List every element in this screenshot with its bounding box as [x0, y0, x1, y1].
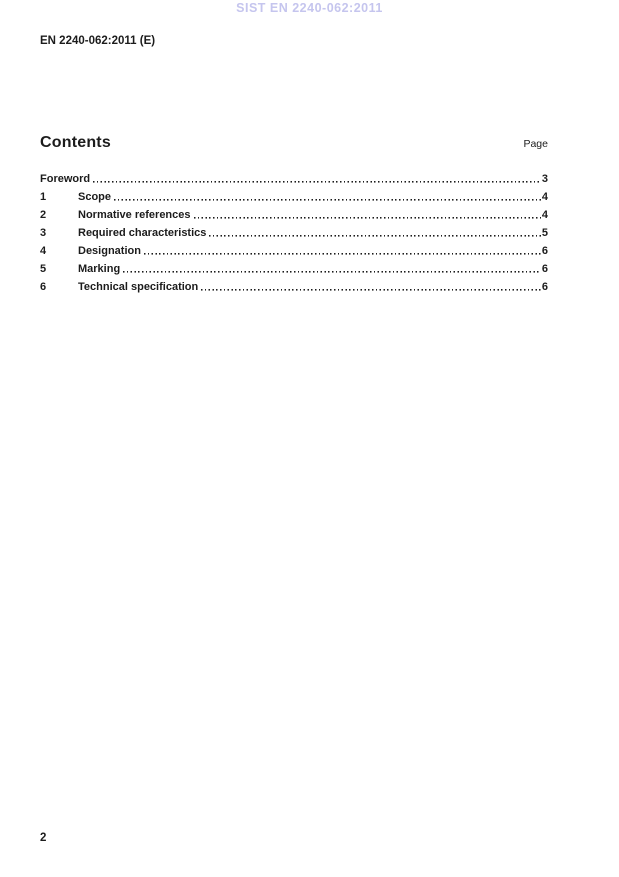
document-reference: EN 2240-062:2011 (E) [40, 35, 156, 47]
toc-entry-foreword[interactable] [40, 168, 548, 186]
dotted-leader [144, 253, 541, 255]
toc-entry-number: 5 [40, 263, 47, 275]
toc-entry-number: 3 [40, 227, 47, 239]
toc-entry-normative-references[interactable] [40, 204, 548, 222]
toc-entry-title: Required characteristics [78, 227, 207, 239]
toc-entry-required-characteristics[interactable] [40, 222, 548, 240]
watermark-header: SIST EN 2240-062:2011 [236, 1, 383, 15]
toc-entry-page: 6 [541, 245, 548, 257]
toc-entry-page: 6 [541, 281, 548, 293]
table-of-contents [40, 168, 548, 294]
toc-entry-page: 6 [541, 263, 548, 275]
dotted-leader [209, 235, 540, 237]
toc-entry-page: 4 [541, 191, 548, 203]
toc-entry-technical-specification[interactable] [40, 276, 548, 294]
dotted-leader [93, 181, 541, 183]
dotted-leader [194, 217, 541, 219]
toc-entry-number: 1 [40, 191, 47, 203]
toc-entry-scope[interactable] [40, 186, 548, 204]
toc-entry-title: Foreword [40, 173, 91, 185]
dotted-leader [114, 199, 541, 201]
toc-entry-title: Designation [78, 245, 141, 257]
toc-entry-number: 2 [40, 209, 47, 221]
toc-entry-page: 5 [541, 227, 548, 239]
dotted-leader [123, 271, 541, 273]
toc-entry-marking[interactable] [40, 258, 548, 276]
footer-page-number: 2 [40, 832, 47, 844]
contents-title: Contents [40, 134, 111, 151]
toc-entry-page: 3 [541, 173, 548, 185]
toc-entry-title: Scope [78, 191, 112, 203]
dotted-leader [201, 289, 541, 291]
toc-entry-title: Technical specification [78, 281, 199, 293]
contents-header [40, 134, 548, 152]
toc-entry-title: Marking [78, 263, 121, 275]
toc-entry-number: 4 [40, 245, 47, 257]
toc-entry-number: 6 [40, 281, 47, 293]
page-column-label: Page [523, 138, 548, 150]
toc-entry-title: Normative references [78, 209, 191, 221]
toc-entry-page: 4 [541, 209, 548, 221]
toc-entry-designation[interactable] [40, 240, 548, 258]
